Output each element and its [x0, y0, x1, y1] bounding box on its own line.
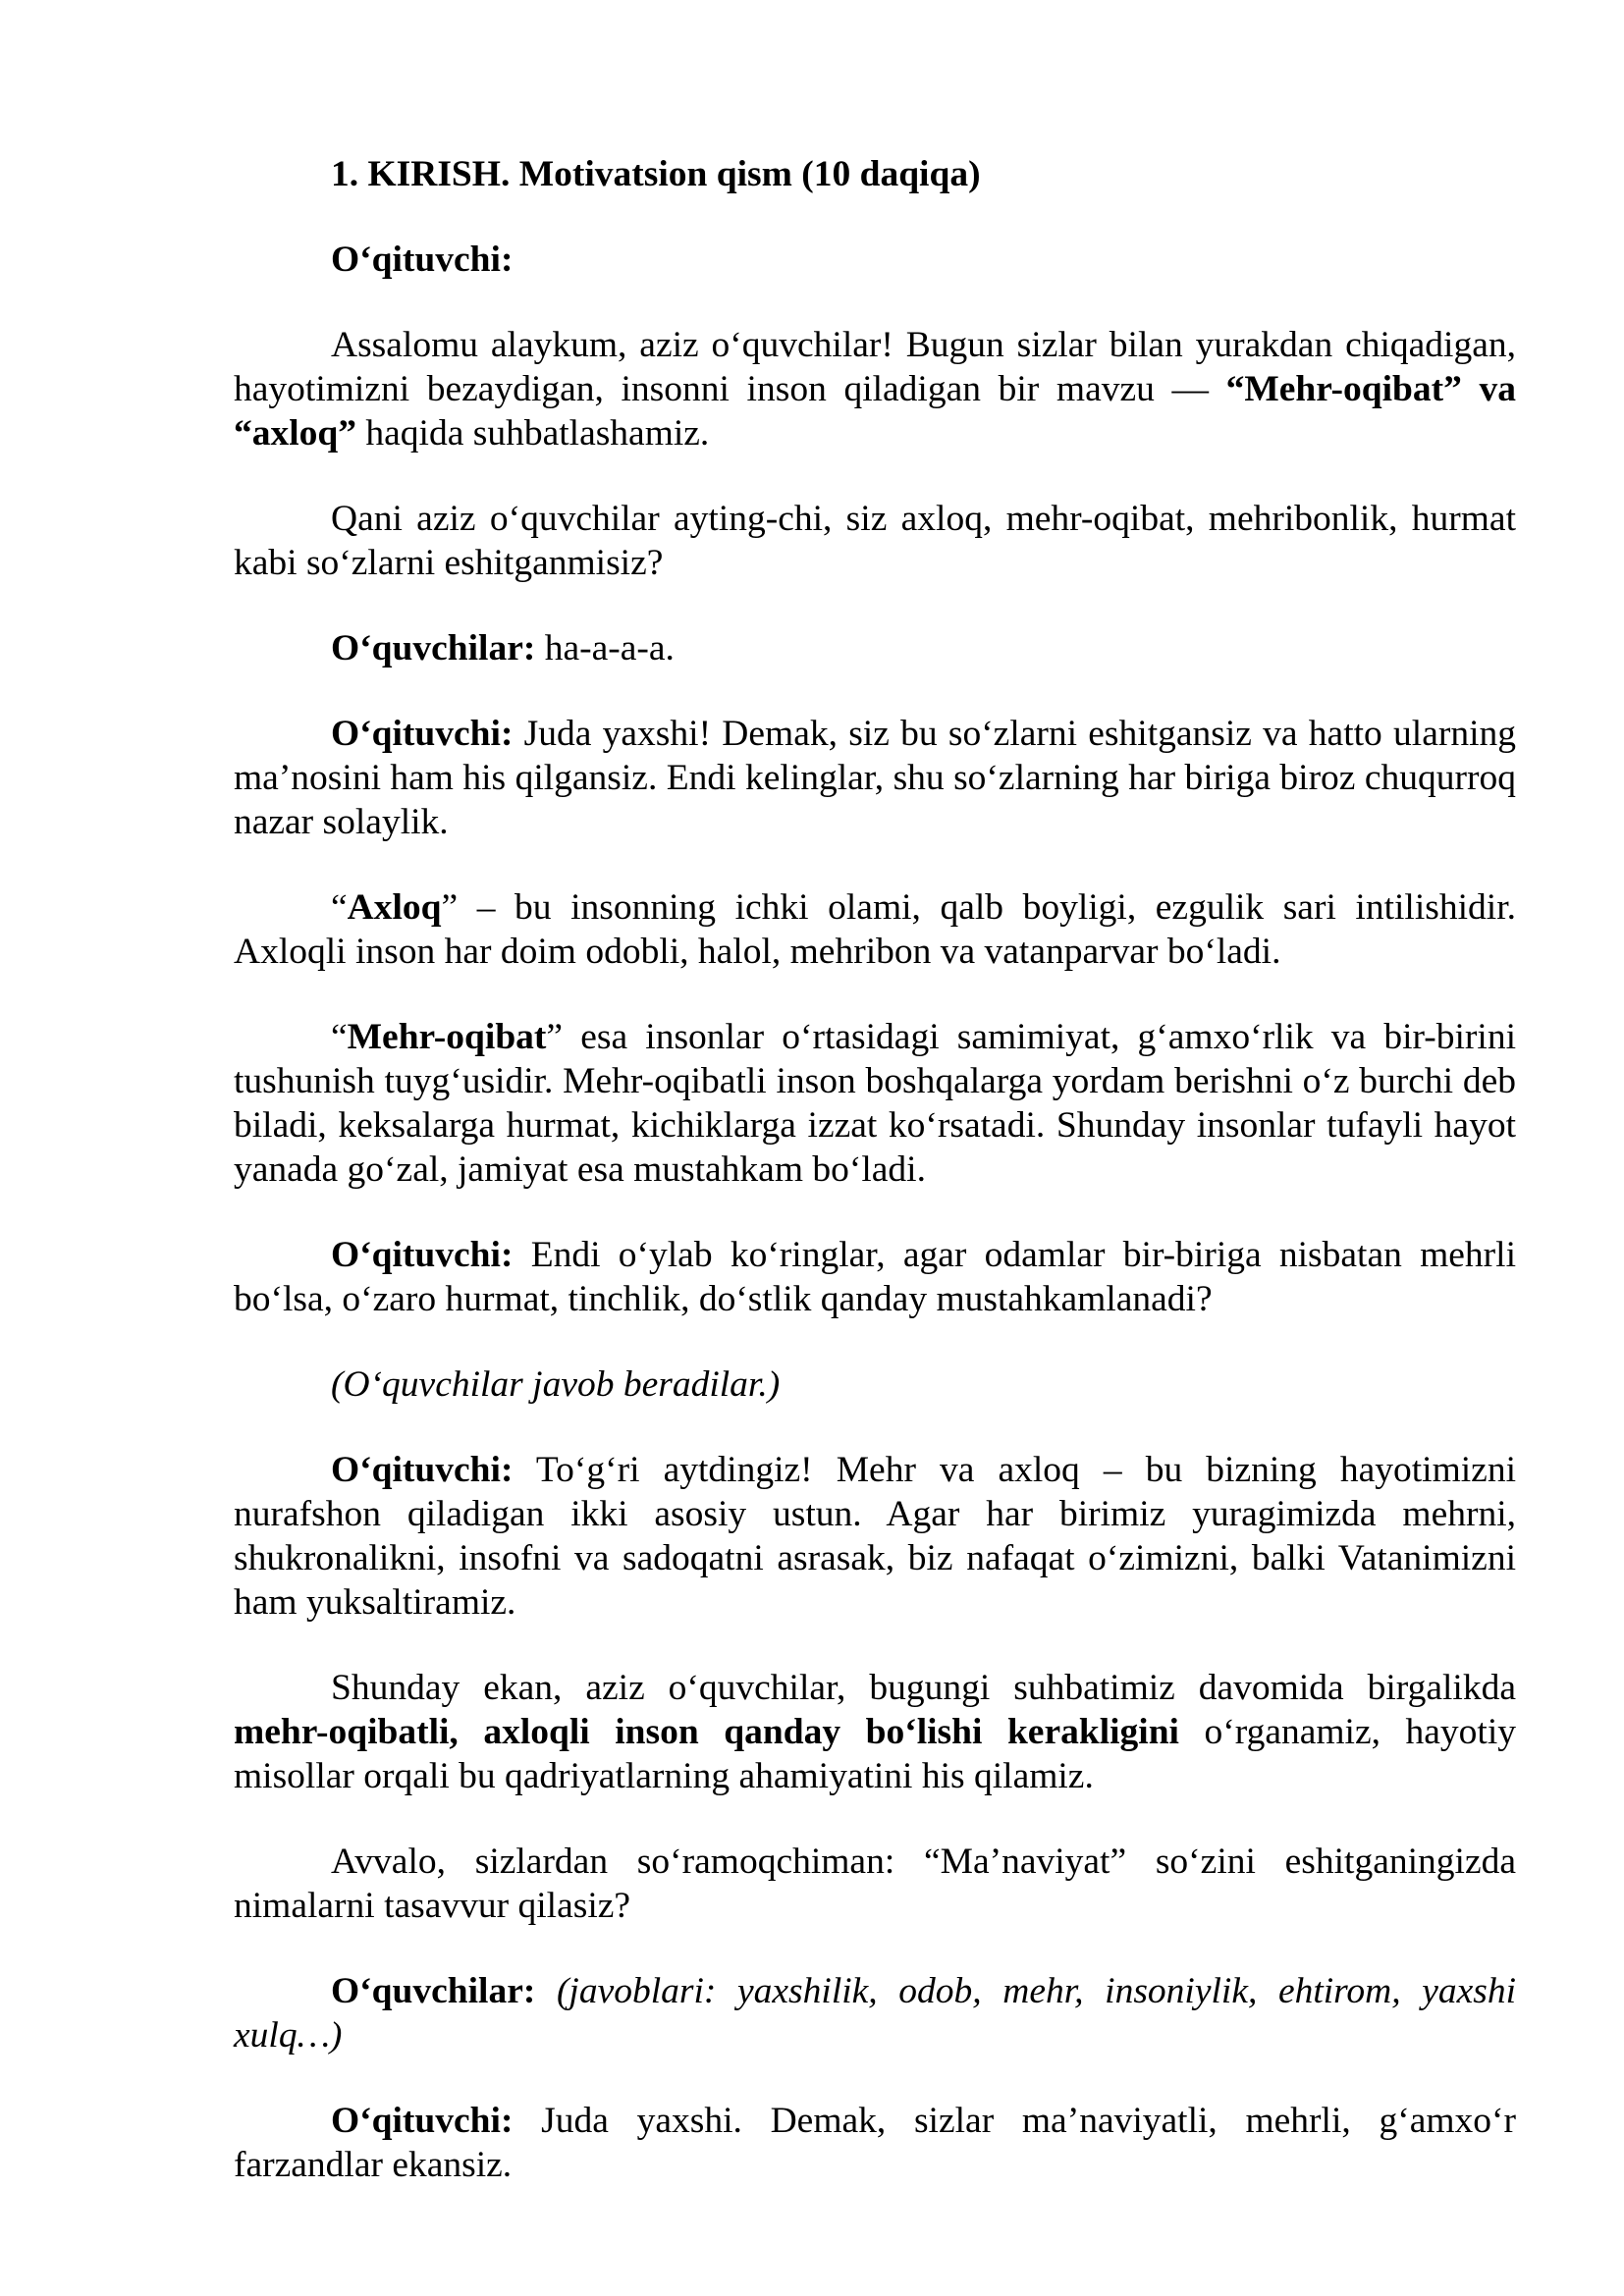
- term-axloq: Axloq: [347, 887, 442, 928]
- open-quote: “: [331, 1017, 348, 1057]
- section-heading: 1. KIRISH. Motivatsion qism (10 daqiqa): [331, 154, 981, 194]
- answers-text: (javoblari: yaxshilik, odob, mehr, insoniylik, ehtirom, yaxshi xulq…): [234, 1971, 1516, 2056]
- paragraph-teacher-question: [234, 1233, 1516, 1321]
- goal-tail: o‘rganamiz, hayotiy misollar orqali bu qadriyatlarning ahamiyatini his qilamiz.: [234, 1712, 1516, 1796]
- term-mehr-oqibat: Mehr-oqibat: [347, 1017, 547, 1057]
- stage-direction: (O‘quvchilar javob beradilar.): [331, 1364, 781, 1405]
- definition-text: ” – bu insonning ichki olami, qalb boyligi, ezgulik sari intilishidir. Axloqli inson har doim odobli, halol, mehribon va vatanparvar bo‘ladi.: [234, 887, 1516, 972]
- greeting-tail: haqida suhbatlashamiz.: [356, 413, 710, 454]
- paragraph-teacher-closing: [234, 2099, 1516, 2187]
- paragraph-greeting: [234, 323, 1516, 455]
- speaker-label: O‘quvchilar:: [331, 1971, 536, 2011]
- paragraph-axloq-definition: [234, 885, 1516, 974]
- greeting-text: Assalomu alaykum, aziz o‘quvchilar! Bugun sizlar bilan yurakdan chiqadigan, hayotimizni bezaydigan, insonni inson qiladigan bir mavzu —: [234, 325, 1516, 409]
- teacher-label: O‘qituvchi:: [331, 240, 514, 280]
- speaker-label: O‘qituvchi:: [331, 1235, 514, 1275]
- paragraph-students-answers: [234, 1969, 1516, 2057]
- topic-emphasis: “Mehr-oqibat” va “axloq”: [234, 369, 1516, 454]
- speaker-label: O‘quvchilar:: [331, 628, 536, 668]
- question-text: Endi o‘ylab ko‘ringlar, agar odamlar bir-biriga nisbatan mehrli bo‘lsa, o‘zaro hurmat, tinchlik, do‘stlik qanday mustahkamlanadi?: [234, 1235, 1516, 1319]
- open-quote: “: [331, 887, 348, 928]
- goal-emphasis: mehr-oqibatli, axloqli inson qanday bo‘lishi kerakligini: [234, 1712, 1179, 1752]
- affirmation-text: To‘g‘ri aytdingiz! Mehr va axloq – bu bizning hayotimizni nurafshon qiladigan ikki asosiy ustun. Agar har birimiz yuragimizda mehrni, shukronalikni, insofni va sadoqatni asrasak, biz nafaqat o‘zimizni, balki Vatanimizni ham yuksaltiramiz.: [234, 1450, 1516, 1623]
- paragraph-mehr-oqibat-definition: [234, 1015, 1516, 1192]
- paragraph-teacher-response: [234, 712, 1516, 844]
- paragraph-manaviyat-question: Avvalo, sizlardan so‘ramoqchiman: “Ma’naviyat” so‘zini eshitganingizda nimalarni tasavvur qilasiz?: [234, 1842, 1516, 1926]
- paragraph-lesson-goal: [234, 1666, 1516, 1798]
- paragraph-students-reply: [234, 626, 1516, 670]
- goal-text: Shunday ekan, aziz o‘quvchilar, bugungi suhbatimiz davomida birgalikda: [331, 1668, 1516, 1708]
- closing-text: Juda yaxshi. Demak, sizlar ma’naviyatli, mehrli, g‘amxo‘r farzandlar ekansiz.: [234, 2101, 1516, 2185]
- paragraph-teacher-affirmation: [234, 1448, 1516, 1625]
- speaker-label: O‘qituvchi:: [331, 1450, 514, 1490]
- response-text: Juda yaxshi! Demak, siz bu so‘zlarni eshitgansiz va hatto ularning ma’nosini ham his qilgansiz. Endi kelinglar, shu so‘zlarning har biriga biroz chuqurroq nazar solaylik.: [234, 714, 1516, 842]
- speaker-label: O‘qituvchi:: [331, 714, 514, 754]
- definition-text: ” esa insonlar o‘rtasidagi samimiyat, g‘amxo‘rlik va bir-birini tushunish tuyg‘usidir. Mehr-oqibatli inson boshqalarga yordam berishni o‘z burchi deb biladi, keksalarga hurmat, kichiklarga izzat ko‘rsatadi. Shunday insonlar tufayli hayot yanada go‘zal, jamiyat esa mustahkam bo‘ladi.: [234, 1017, 1516, 1190]
- speaker-label: O‘qituvchi:: [331, 2101, 514, 2141]
- reply-text: ha-a-a-a.: [535, 628, 675, 668]
- document-page: [234, 152, 1516, 2228]
- paragraph-question: Qani aziz o‘quvchilar ayting-chi, siz axloq, mehr-oqibat, mehribonlik, hurmat kabi so‘zlarni eshitganmisiz?: [234, 499, 1516, 583]
